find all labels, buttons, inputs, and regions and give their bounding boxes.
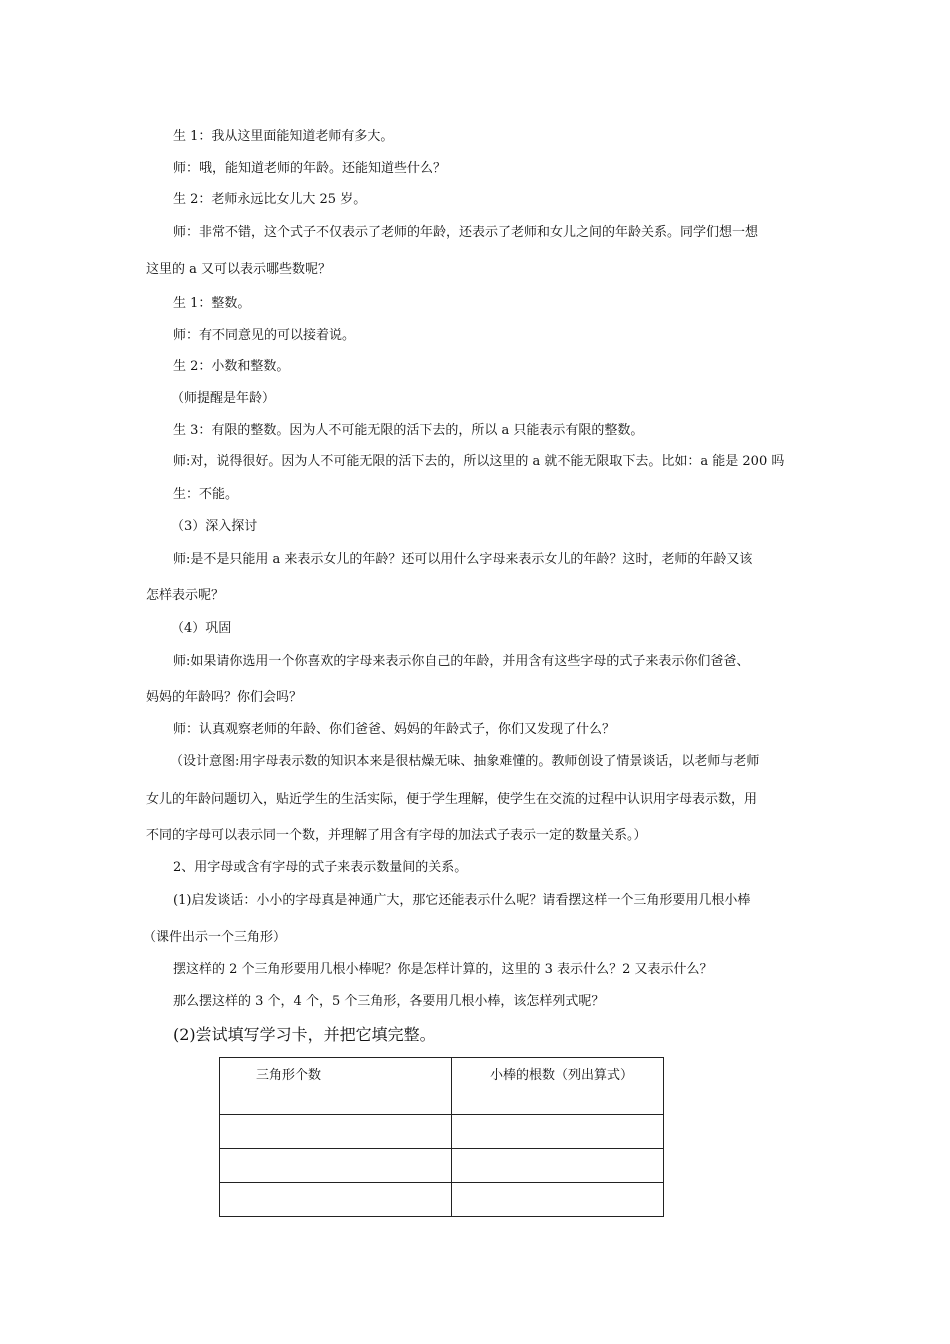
paragraph: 生 2：老师永远比女儿大 25 岁。 — [173, 192, 367, 207]
study-card-table — [219, 1057, 664, 1217]
table-cell[interactable] — [220, 1183, 452, 1217]
table-row — [220, 1149, 664, 1183]
section-label: （4）巩固 — [171, 621, 232, 636]
table-row — [220, 1115, 664, 1149]
table-cell[interactable] — [452, 1149, 664, 1183]
paragraph: 那么摆这样的 3 个，4 个，5 个三角形，各要用几根小棒，该怎样列式呢？ — [173, 994, 605, 1009]
paragraph: 师：认真观察老师的年龄、你们爸爸、妈妈的年龄式子，你们又发现了什么？ — [173, 722, 616, 737]
paragraph: 生：不能。 — [173, 487, 239, 502]
table-cell[interactable] — [220, 1149, 452, 1183]
table-cell[interactable] — [452, 1115, 664, 1149]
paragraph: （设计意图:用字母表示数的知识本来是很枯燥无味、抽象难懂的。教师创设了情景谈话，以老师与老师 — [170, 754, 760, 769]
paragraph: (1)启发谈话：小小的字母真是神通广大，那它还能表示什么呢？请看摆这样一个三角形要用几根小棒 — [173, 893, 751, 908]
header-cell — [220, 1058, 452, 1115]
paragraph: 师：非常不错，这个式子不仅表示了老师的年龄，还表示了老师和女儿之间的年龄关系。同学们想一想 — [173, 225, 759, 240]
paragraph: 师：哦，能知道老师的年龄。还能知道些什么？ — [173, 161, 447, 176]
paragraph: 生 1：我从这里面能知道老师有多大。 — [173, 129, 394, 144]
table-header-row — [220, 1058, 664, 1115]
worksheet-heading: (2)尝试填写学习卡，并把它填完整。 — [173, 1025, 436, 1044]
paragraph: 师:对，说得很好。因为人不可能无限的活下去的，所以这里的 a 就不能无限取下去。比如：a 能是 200 吗 — [173, 454, 785, 469]
paragraph: 女儿的年龄问题切入，贴近学生的生活实际，便于学生理解，使学生在交流的过程中认识用字母表示数，用 — [146, 792, 758, 807]
table-cell[interactable] — [452, 1183, 664, 1217]
paragraph: 师:如果请你选用一个你喜欢的字母来表示你自己的年龄，并用含有这些字母的式子来表示你们爸爸、 — [173, 654, 750, 669]
section-label: （3）深入探讨 — [171, 519, 258, 534]
paragraph: 摆这样的 2 个三角形要用几根小棒呢？你是怎样计算的，这里的 3 表示什么？2 又表示什么？ — [173, 962, 713, 977]
paragraph: 生 2：小数和整数。 — [173, 359, 290, 374]
paragraph: 2、用字母或含有字母的式子来表示数量间的关系。 — [173, 860, 468, 875]
header-cell — [452, 1058, 664, 1115]
paragraph: 这里的 a 又可以表示哪些数呢？ — [146, 262, 332, 277]
paragraph: 师:是不是只能用 a 来表示女儿的年龄？还可以用什么字母来表示女儿的年龄？这时，老师的年龄又该 — [173, 552, 753, 567]
paragraph: 生 3：有限的整数。因为人不可能无限的活下去的，所以 a 只能表示有限的整数。 — [173, 423, 644, 438]
paragraph: 生 1：整数。 — [173, 296, 251, 311]
paragraph: 怎样表示呢？ — [146, 588, 225, 603]
paragraph: （师提醒是年龄） — [171, 391, 276, 406]
paragraph: 师：有不同意见的可以接着说。 — [173, 328, 356, 343]
paragraph: （课件出示一个三角形） — [143, 930, 287, 945]
table-cell[interactable] — [220, 1115, 452, 1149]
paragraph: 不同的字母可以表示同一个数，并理解了用含有字母的加法式子表示一定的数量关系。） — [146, 828, 647, 843]
table-row — [220, 1183, 664, 1217]
header-stick-count: 小棒的根数（列出算式） — [490, 1068, 634, 1083]
paragraph: 妈妈的年龄吗？你们会吗？ — [146, 690, 303, 705]
header-triangle-count: 三角形个数 — [256, 1068, 322, 1083]
